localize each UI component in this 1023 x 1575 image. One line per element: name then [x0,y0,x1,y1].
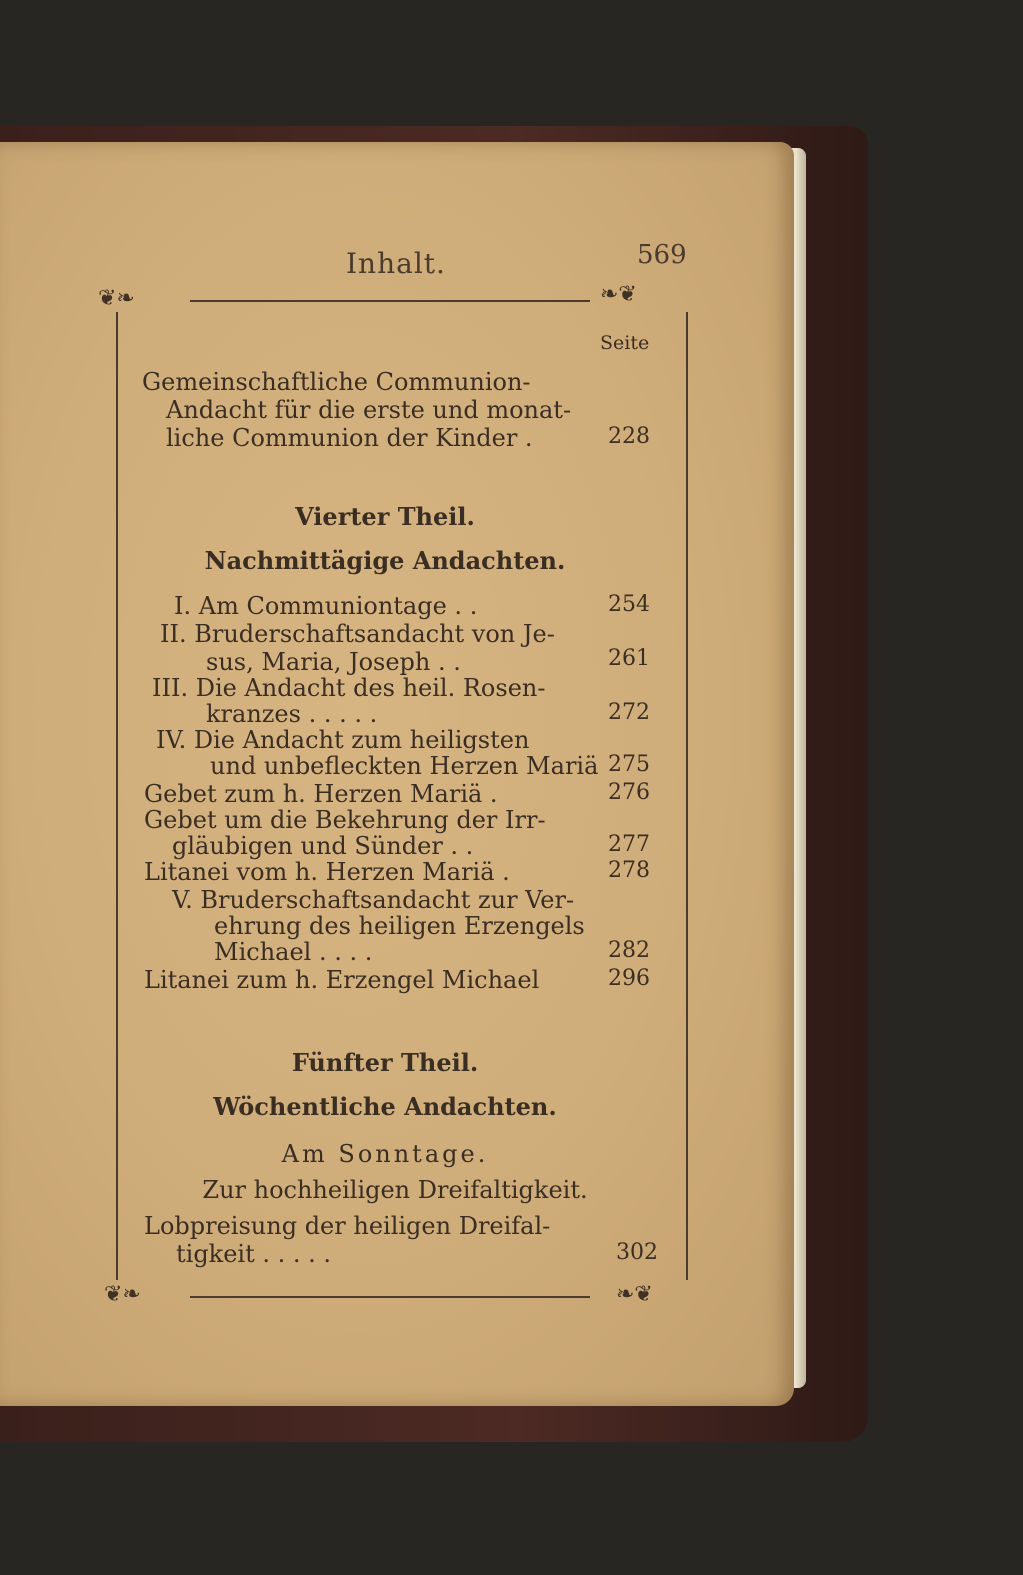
toc-row: gläubigen und Sünder . . [172,832,474,860]
corner-ornament-bottom-right-icon: ❧❦ [616,1282,653,1307]
entry-line: Andacht für die erste und monat- [166,396,572,424]
toc-page: 261 [608,646,650,671]
toc-row: IV. Die Andacht zum heiligsten [156,726,530,754]
toc-page: 277 [608,832,650,857]
toc-page: 276 [608,780,650,805]
toc-row: Michael . . . . [214,938,373,966]
toc-row: Litanei zum h. Erzengel Michael [144,966,540,994]
toc-page: 282 [608,938,650,963]
devotion-heading: Zur hochheiligen Dreifaltigkeit. [202,1176,588,1204]
toc-row: kranzes . . . . . [206,700,378,728]
corner-ornament-top-left-icon: ❦❧ [98,286,135,311]
section-title: Vierter Theil. [295,502,475,531]
toc-row: tigkeit . . . . . [176,1240,332,1268]
toc-page: 275 [608,752,650,777]
corner-ornament-top-right-icon: ❧❦ [600,282,637,307]
section-subtitle: Nachmittägige Andachten. [204,546,566,575]
toc-page: 278 [608,858,650,883]
bottom-rule [190,1296,590,1298]
toc-page: 254 [608,592,650,617]
toc-row: Gebet um die Bekehrung der Irr- [144,806,546,834]
section-title: Fünfter Theil. [291,1048,479,1077]
toc-row: und unbefleckten Herzen Mariä [210,752,599,780]
toc-page: 296 [608,966,650,991]
toc-row: sus, Maria, Joseph . . [206,648,461,676]
toc-row: V. Bruderschaftsandacht zur Ver- [172,886,575,914]
section-subtitle: Wöchentliche Andachten. [213,1092,557,1121]
seite-label: Seite [600,332,650,354]
entry-line: Gemeinschaftliche Communion- [142,368,531,396]
toc-row: Gebet zum h. Herzen Mariä . [144,780,498,808]
toc-row: III. Die Andacht des heil. Rosen- [152,674,546,702]
top-rule [190,300,590,302]
page-number: 569 [637,240,687,270]
toc-page: 302 [616,1240,658,1265]
toc-row: Lobpreisung der heiligen Dreifal- [144,1212,551,1240]
toc-row: II. Bruderschaftsandacht von Je- [160,620,555,648]
day-heading: Am Sonntage. [281,1140,489,1168]
page-header-title: Inhalt. [346,247,446,280]
corner-ornament-bottom-left-icon: ❦❧ [104,1282,141,1307]
toc-row: ehrung des heiligen Erzengels [214,912,585,940]
entry-line: liche Communion der Kinder . [166,424,533,452]
toc-page: 272 [608,700,650,725]
entry-page: 228 [608,424,650,449]
toc-row: I. Am Communiontage . . [174,592,478,620]
toc-row: Litanei vom h. Herzen Mariä . [144,858,510,886]
